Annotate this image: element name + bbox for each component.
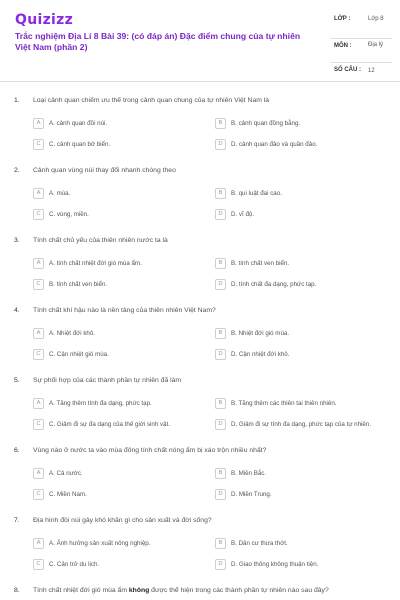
option-text: D. tính chất đa dạng, phức tạp. (231, 281, 317, 288)
option-b[interactable] (215, 328, 390, 340)
question-text: Tính chất khí hậu nào là nền tảng của thiên nhiên Việt Nam? (33, 307, 216, 314)
option-text: B. tính chất ven biển. (231, 260, 290, 267)
option-c[interactable] (33, 209, 208, 221)
option-a[interactable] (33, 118, 208, 130)
question-count-value: 12 (368, 68, 375, 74)
option-a[interactable] (33, 398, 208, 410)
option-d[interactable] (215, 209, 390, 221)
option-text: D. Miền Trung. (231, 491, 272, 498)
quizizz-logo: Quizizz (15, 12, 74, 28)
option-text: A. Cả nước. (49, 470, 83, 477)
option-letter-box: C (33, 139, 44, 150)
subject-label: MÔN : (334, 43, 352, 49)
option-a[interactable] (33, 188, 208, 200)
option-text: A. Nhiệt đới khô. (49, 330, 96, 337)
option-letter-box: A (33, 468, 44, 479)
option-letter-box: B (215, 118, 226, 129)
option-text: C. cảnh quan bờ biển. (49, 141, 111, 148)
option-b[interactable] (215, 188, 390, 200)
question-text-post: được thể hiện trong các thành phần tự nhiên nào sau đây? (149, 587, 329, 594)
option-c[interactable] (33, 419, 208, 431)
question-number: 4. (14, 307, 20, 314)
option-c[interactable] (33, 139, 208, 151)
option-d[interactable] (215, 279, 390, 291)
option-a[interactable] (33, 258, 208, 270)
question-number: 8. (14, 587, 20, 594)
option-d[interactable] (215, 349, 390, 361)
option-letter-box: C (33, 489, 44, 500)
option-text: C. Cận nhiệt gió mùa. (49, 351, 109, 358)
option-text: B. Nhiệt đới gió mùa. (231, 330, 290, 337)
option-letter-box: A (33, 398, 44, 409)
option-c[interactable] (33, 349, 208, 361)
question-number: 7. (14, 517, 20, 524)
option-text: B. Tăng thêm các thiên tai thiên nhiên. (231, 400, 337, 407)
option-c[interactable] (33, 559, 208, 571)
option-text: D. Giao thông không thuận tiện. (231, 561, 319, 568)
question-text: Tính chất chủ yếu của thiên nhiên nước ta là (33, 237, 168, 244)
option-d[interactable] (215, 419, 390, 431)
option-letter-box: C (33, 349, 44, 360)
question-number: 6. (14, 447, 20, 454)
option-letter-box: C (33, 279, 44, 290)
option-b[interactable] (215, 538, 390, 550)
subject-value: Địa lý (368, 42, 384, 48)
option-letter-box: D (215, 489, 226, 500)
option-text: C. Cản trở du lịch. (49, 561, 100, 568)
meta-divider (330, 38, 392, 39)
question-number: 5. (14, 377, 20, 384)
option-a[interactable] (33, 328, 208, 340)
option-text: A. mùa. (49, 190, 71, 197)
question-count-label: SỐ CÂU : (334, 67, 361, 73)
option-letter-box: D (215, 419, 226, 430)
option-letter-box: A (33, 538, 44, 549)
option-text: C. vùng, miền. (49, 211, 89, 218)
option-letter-box: B (215, 398, 226, 409)
option-a[interactable] (33, 538, 208, 550)
option-letter-box: D (215, 139, 226, 150)
option-d[interactable] (215, 559, 390, 571)
document-header (0, 0, 400, 82)
option-text: A. cảnh quan đồi núi. (49, 120, 108, 127)
question-text: Cảnh quan vùng núi thay đổi nhanh chóng theo (33, 167, 176, 174)
page-title: Trắc nghiệm Địa Lí 8 Bài 39: (có đáp án) Đặc điểm chung của tự nhiên Việt Nam (phần 2) (15, 31, 301, 52)
option-letter-box: D (215, 349, 226, 360)
option-text: B. Dân cư thưa thớt. (231, 540, 288, 547)
option-letter-box: D (215, 209, 226, 220)
grade-label: LỚP : (334, 16, 351, 22)
option-letter-box: D (215, 559, 226, 570)
option-letter-box: B (215, 258, 226, 269)
option-text: B. cảnh quan đồng bằng. (231, 120, 301, 127)
option-letter-box: A (33, 188, 44, 199)
question-text: Sự phối hợp của các thành phần tự nhiên đã làm (33, 377, 182, 384)
option-d[interactable] (215, 139, 390, 151)
option-text: C. Giảm đi sự đa dạng của thế giới sinh vật. (49, 421, 171, 428)
option-letter-box: A (33, 328, 44, 339)
option-text: C. Miền Nam. (49, 491, 87, 498)
option-letter-box: B (215, 468, 226, 479)
option-letter-box: A (33, 118, 44, 129)
question-text-pre: Tính chất nhiệt đới gió mùa ẩm (33, 587, 129, 594)
option-text: B. tính chất ven biển. (49, 281, 108, 288)
option-text: A. Ảnh hưởng sản xuất nông nghiệp. (49, 540, 151, 547)
question-text: Loại cảnh quan chiếm ưu thế trong cảnh quan chung của tự nhiên Việt Nam là (33, 97, 270, 104)
option-b[interactable] (215, 258, 390, 270)
question-text: Địa hình đồi núi gây khó khăn gì cho sản xuất và đời sống? (33, 517, 212, 524)
option-letter-box: C (33, 559, 44, 570)
meta-divider (330, 62, 392, 63)
option-text: D. vĩ độ. (231, 211, 255, 218)
question-number: 1. (14, 97, 20, 104)
grade-value: Lớp 8 (368, 16, 384, 22)
option-b[interactable] (215, 468, 390, 480)
option-text: D. Giảm đi sự tính đa dạng, phức tạp của tự nhiên. (231, 421, 372, 428)
option-letter-box: B (215, 538, 226, 549)
option-c[interactable] (33, 489, 208, 501)
option-b[interactable] (215, 398, 390, 410)
option-letter-box: B (215, 328, 226, 339)
option-text: B. Miền Bắc. (231, 470, 267, 477)
option-text: A. tính chất nhiệt đới gió mùa ẩm. (49, 260, 142, 267)
question-number: 3. (14, 237, 20, 244)
option-letter-box: C (33, 209, 44, 220)
option-text: D. Cận nhiệt đới khô. (231, 351, 290, 358)
option-letter-box: B (215, 188, 226, 199)
question-text (33, 587, 393, 594)
question-number: 2. (14, 167, 20, 174)
question-text: Vùng nào ở nước ta vào mùa đông tính chất nóng ẩm bị xáo trộn nhiều nhất? (33, 447, 267, 454)
option-b[interactable] (215, 118, 390, 130)
option-d[interactable] (215, 489, 390, 501)
option-text: B. qui luật đai cao. (231, 190, 282, 197)
option-letter-box: C (33, 419, 44, 430)
option-a[interactable] (33, 468, 208, 480)
option-letter-box: D (215, 279, 226, 290)
option-letter-box: A (33, 258, 44, 269)
option-text: D. cảnh quan đảo và quần đảo. (231, 141, 318, 148)
option-c[interactable] (33, 279, 208, 291)
option-text: A. Tăng thêm tính đa dạng, phức tạp. (49, 400, 152, 407)
question-text-emphasis: không (128, 587, 150, 594)
